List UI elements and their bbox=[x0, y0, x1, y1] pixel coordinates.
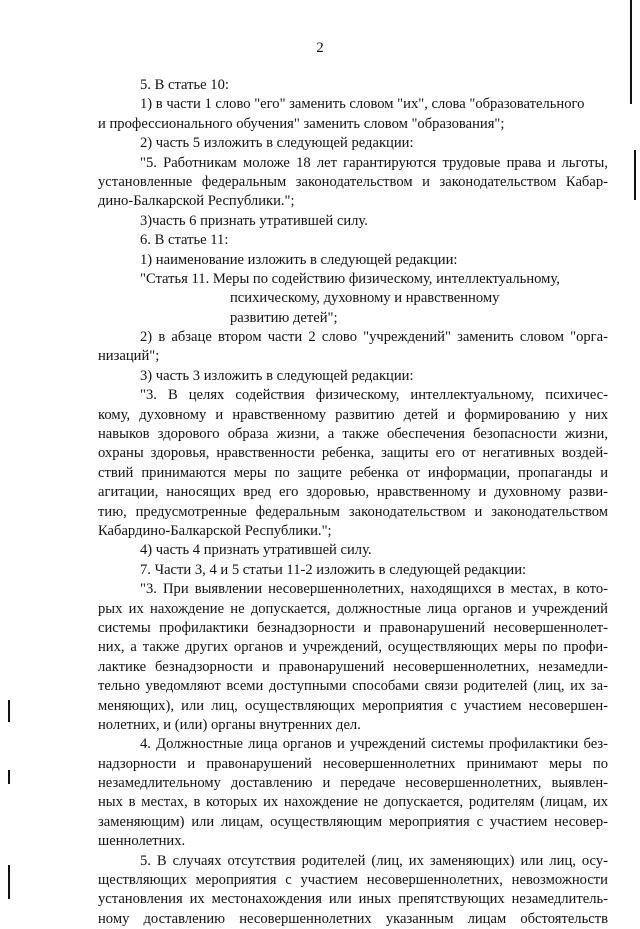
text-line: рых их нахождение не допускается, должностные лица органов и учреждений bbox=[98, 600, 608, 617]
text-line: навыков здорового образа жизни, а также обеспечения безопасности жизни, bbox=[98, 426, 608, 443]
text-line: психическому, духовному и нравственному bbox=[230, 290, 500, 307]
text-line: ных в местах, в которых их нахождение не допускается, родителям (лицам, их bbox=[98, 794, 608, 811]
text-line: охраны здоровья, нравственности ребенка, защиты его от негативных воздей- bbox=[98, 445, 608, 462]
text-line: низаций"; bbox=[98, 348, 160, 365]
text-line: агитации, наносящих вред его здоровью, нравственному и духовному разви- bbox=[98, 484, 608, 501]
text-line: тию, предусмотренные федеральным законодательством и законодательством bbox=[98, 503, 608, 520]
scan-edge-mark bbox=[8, 770, 10, 784]
text-line: ствий принимаются меры по защите ребенка от информации, пропаганды и bbox=[98, 464, 608, 481]
text-line: 4. Должностные лица органов и учреждений системы профилактики без- bbox=[140, 736, 608, 753]
text-line: надзорности и правонарушений несовершеннолетних принимают меры по bbox=[98, 755, 608, 772]
scan-edge-mark bbox=[634, 150, 636, 200]
text-line: установленные федеральным законодательством и законодательством Кабар- bbox=[98, 173, 608, 190]
text-line: 5. В случаях отсутствия родителей (лиц, их заменяющих) или лиц, осу- bbox=[140, 852, 608, 869]
text-line: и профессионального обучения" заменить словом "образования"; bbox=[98, 115, 505, 132]
text-line: заменяющим) или лицам, осуществляющим мероприятия с участием несовер- bbox=[98, 813, 608, 830]
text-line: установления их местонахождения или иных препятствующих незамедлитель- bbox=[98, 891, 608, 908]
text-line: кому, духовному и нравственному развитию детей и формированию у них bbox=[98, 406, 608, 423]
text-line: 2) в абзаце втором части 2 слово "учреждений" заменить словом "орга- bbox=[140, 329, 608, 346]
text-line: "3. В целях содействия физическому, интеллектуальному, психичес- bbox=[140, 387, 608, 404]
text-line: "3. При выявлении несовершеннолетних, находящихся в местах, в кото- bbox=[140, 581, 608, 598]
text-line: шеннолетних. bbox=[98, 833, 186, 850]
text-line: нолетних, и (или) органы внутренних дел. bbox=[98, 716, 361, 733]
scan-edge-mark bbox=[8, 700, 10, 722]
text-line: 3)часть 6 признать утратившей силу. bbox=[140, 212, 368, 229]
text-line: "5. Работникам моложе 18 лет гарантируются трудовые права и льготы, bbox=[140, 154, 608, 171]
text-line: тельно уведомляют всеми доступными способами связи родителей (лиц, их за- bbox=[98, 678, 608, 695]
text-line: 7. Части 3, 4 и 5 статьи 11-2 изложить в следующей редакции: bbox=[140, 561, 527, 578]
text-line: них, а также других органов и учреждений, осуществляющих меры по профи- bbox=[98, 639, 608, 656]
scan-edge-mark bbox=[630, 0, 632, 104]
text-line: меняющих), или лиц, осуществляющих мероприятия с участием несовершен- bbox=[98, 697, 608, 714]
text-line: ному доставлению несовершеннолетних указанным лицам обстоятельств bbox=[98, 910, 608, 927]
text-line: 4) часть 4 признать утратившей силу. bbox=[140, 542, 372, 559]
text-line: ществляющих мероприятия с участием несовершеннолетних, невозможности bbox=[98, 872, 608, 889]
text-line: "Статья 11. Меры по содействию физическому, интеллектуальному, bbox=[140, 270, 560, 287]
text-line: 6. В статье 11: bbox=[140, 232, 229, 249]
text-line: 1) наименование изложить в следующей редакции: bbox=[140, 251, 458, 268]
text-line: 5. В статье 10: bbox=[140, 77, 229, 93]
text-line: 3) часть 3 изложить в следующей редакции: bbox=[140, 367, 414, 384]
text-line: 2) часть 5 изложить в следующей редакции: bbox=[140, 135, 414, 152]
text-line: Кабардино-Балкарской Республики."; bbox=[98, 522, 332, 539]
text-line: системы профилактики безнадзорности и правонарушений несовершеннолет- bbox=[98, 619, 608, 636]
text-line: лактике безнадзорности и правонарушений несовершеннолетних, незамедли- bbox=[98, 658, 608, 675]
document-body bbox=[98, 76, 608, 929]
text-line: незамедлительному доставлению и передаче несовершеннолетних, выявлен- bbox=[98, 775, 608, 792]
scan-edge-mark bbox=[8, 865, 10, 899]
text-line: 1) в части 1 слово "его" заменить словом "их", слова "образовательного bbox=[140, 96, 585, 113]
text-line: дино-Балкарской Республики."; bbox=[98, 193, 295, 210]
page-number: 2 bbox=[316, 40, 324, 56]
text-line: развитию детей"; bbox=[230, 309, 338, 326]
